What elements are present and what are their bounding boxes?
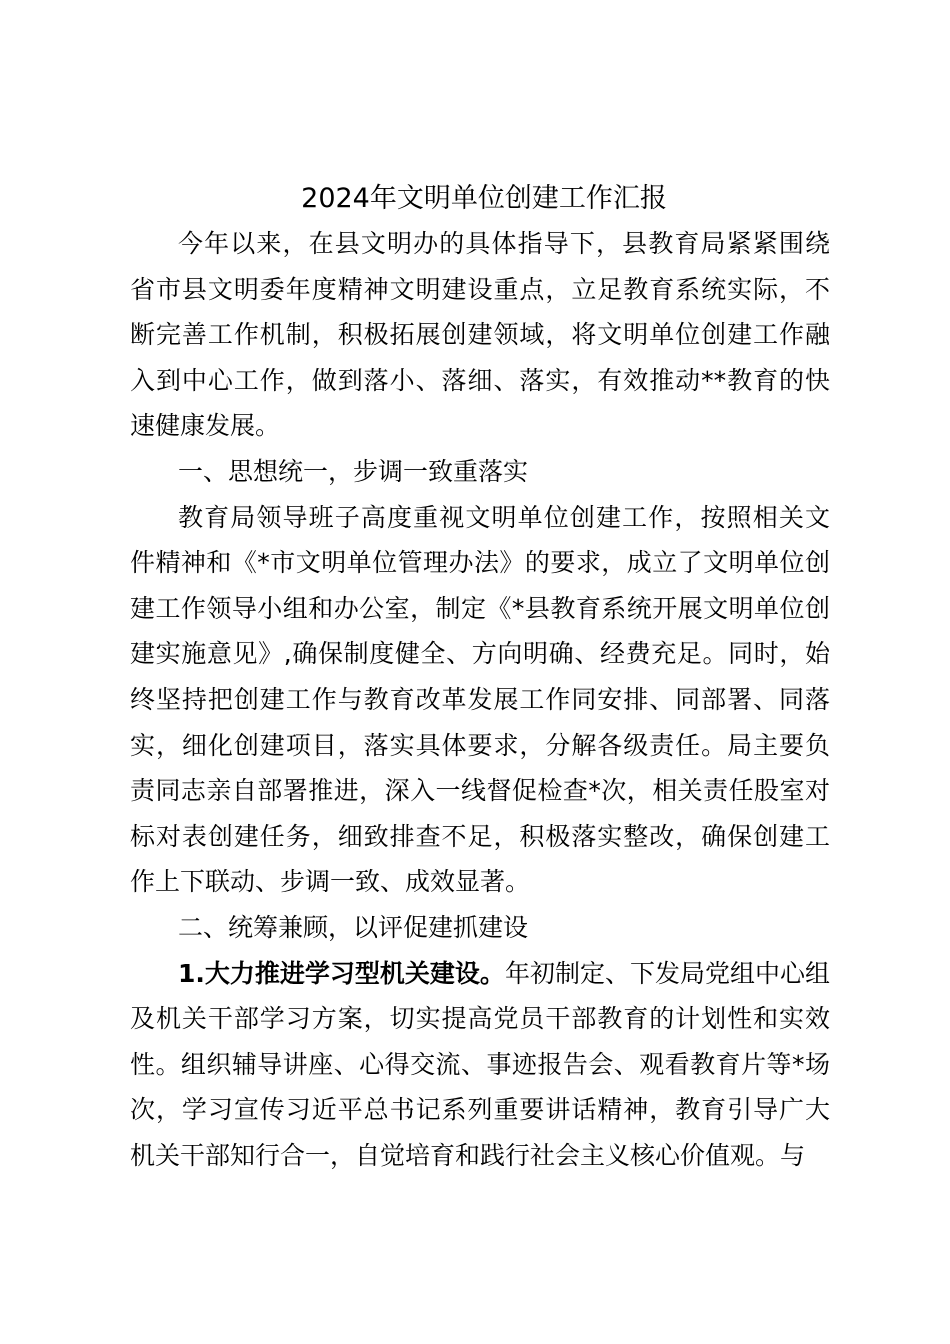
text-line: 二、统筹兼顾，以评促建抓建设: [178, 912, 529, 942]
text-line: 省市县文明委年度精神文明建设重点，立足教育系统实际，不: [130, 274, 830, 304]
text-line: 作上下联动、步调一致、成效显著。: [130, 867, 531, 897]
document-body: [130, 221, 830, 1178]
text-line: 断完善工作机制，积极拓展创建领域，将文明单位创建工作融: [130, 320, 830, 350]
paragraph: [130, 495, 830, 905]
text-line: 入到中心工作，做到落小、落细、落实，有效推动**教育的快: [130, 365, 830, 395]
text-line: 标对表创建任务，细致排查不足，积极落实整改，确保创建工: [130, 821, 830, 851]
text-line: [130, 951, 830, 997]
text-line: 今年以来，在县文明办的具体指导下，县教育局紧紧围绕: [178, 229, 830, 258]
text-line: 及机关干部学习方案，切实提高党员干部教育的计划性和实效: [130, 1004, 830, 1034]
text-line: 性。组织辅导讲座、心得交流、事迹报告会、观看教育片等*场: [130, 1049, 830, 1079]
text-line: 教育局领导班子高度重视文明单位创建工作，按照相关文: [178, 502, 830, 532]
line-text: 年初制定、下发局党组中心组: [504, 958, 830, 988]
text-line: 终坚持把创建工作与教育改革发展工作同安排、同部署、同落: [130, 684, 830, 714]
text-line: 件精神和《*市文明单位管理办法》的要求，成立了文明单位创: [130, 548, 830, 578]
paragraph: [130, 449, 830, 495]
text-line: 速健康发展。: [130, 411, 281, 441]
text-line: 实，细化创建项目，落实具体要求，分解各级责任。局主要负: [130, 730, 830, 760]
document-title: 2024年文明单位创建工作汇报: [301, 183, 667, 214]
text-line: 责同志亲自部署推进，深入一线督促检查*次，相关责任股室对: [130, 776, 830, 806]
text-line: 建工作领导小组和办公室，制定《*县教育系统开展文明单位创: [130, 593, 830, 623]
text-line: 机关干部知行合一，自觉培育和践行社会主义核心价值观。与: [130, 1140, 806, 1170]
paragraph: [130, 905, 830, 951]
text-line: 次，学习宣传习近平总书记系列重要讲话精神，教育引导广大: [130, 1095, 830, 1125]
paragraph: [130, 951, 830, 1179]
document-page: [130, 176, 830, 1178]
text-line: 建实施意见》,确保制度健全、方向明确、经费充足。同时，始: [130, 639, 830, 669]
text-line: 一、思想统一，步调一致重落实: [178, 456, 529, 486]
paragraph: [130, 221, 830, 449]
bold-heading: 1.大力推进学习型机关建设。: [178, 958, 505, 988]
